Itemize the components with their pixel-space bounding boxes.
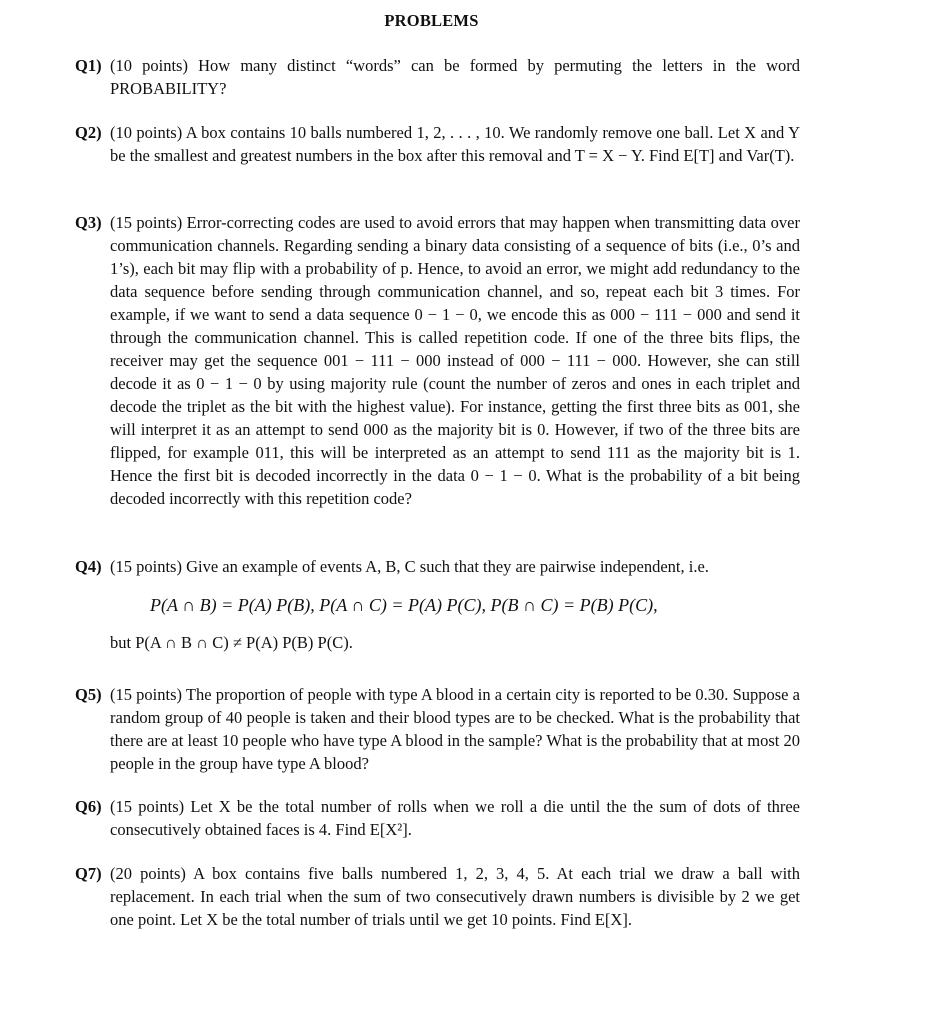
question-points: (10 points) xyxy=(110,56,188,75)
question-statement: Let X be the total number of rolls when we roll a die until the the sum of dots of three consecutively obtained faces is 4. Find E[X²]. xyxy=(110,797,801,839)
question-points: (20 points) xyxy=(110,864,186,883)
question-points: (10 points) xyxy=(110,123,183,142)
question-points: (15 points) xyxy=(110,685,183,704)
question-statement: The proportion of people with type A blood in a certain city is reported to be 0.30. Suppose a random group of 40 people is taken and their blood types are to be checked. What is the probability that there are at least 10 people who have type A blood in the sample? What is the probability that at most 20 people in the group have type A blood? xyxy=(110,685,800,773)
question-3 xyxy=(75,211,800,510)
question-1 xyxy=(75,54,800,100)
question-text xyxy=(110,54,800,100)
question-number: Q7) xyxy=(75,864,102,883)
question-number: Q6) xyxy=(75,797,102,816)
question-text xyxy=(110,555,800,578)
question-statement: Give an example of events A, B, C such that they are pairwise independent, i.e. xyxy=(186,557,709,576)
question-text xyxy=(110,211,800,510)
question-7 xyxy=(75,862,800,931)
question-continuation: but P(A ∩ B ∩ C) ≠ P(A) P(B) P(C). xyxy=(110,633,353,652)
question-text xyxy=(110,683,800,775)
question-text xyxy=(110,121,800,167)
question-5 xyxy=(75,683,800,775)
question-statement: A box contains 10 balls numbered 1, 2, . . . , 10. We randomly remove one ball. Let X and Y be the smallest and greatest numbers in the box after this removal and T = X − Y. Find E[T] and Var(T). xyxy=(110,123,801,165)
question-2 xyxy=(75,121,800,167)
question-statement: How many distinct “words” can be formed by permuting the letters in the word PROBABILITY? xyxy=(110,56,800,98)
question-text xyxy=(110,795,800,841)
question-number: Q4) xyxy=(75,557,102,576)
question-statement: A box contains five balls numbered 1, 2, 3, 4, 5. At each trial we draw a ball with replacement. In each trial when the sum of two consecutively drawn numbers is divisible by 2 we get one point. Let X be the total number of trials until we get 10 points. Find E[X]. xyxy=(110,864,800,929)
question-6 xyxy=(75,795,800,841)
page-title: PROBLEMS xyxy=(384,11,479,30)
question-4 xyxy=(75,555,800,654)
question-points: (15 points) xyxy=(110,213,183,232)
question-number: Q5) xyxy=(75,685,102,704)
question-number: Q3) xyxy=(75,213,102,232)
question-points: (15 points) xyxy=(110,557,182,576)
question-points: (15 points) xyxy=(110,797,185,816)
question-statement: Error-correcting codes are used to avoid errors that may happen when transmitting data over communication channels. Regarding sending a binary data consisting of a sequence of bits (i.e., 0’s and 1’s), each bit may flip with a probability of p. Hence, to avoid an error, we might add redundancy to the data sequence before sending through communication channel, and so, repeat each bit 3 times. For example, if we want to send a data sequence 0 − 1 − 0, we encode this as 000 − 111 − 000 and send it through the communication channel. This is called repetition code. If one of the three bits flips, the receiver may get the sequence 001 − 111 − 000 instead of 000 − 111 − 000. However, she can still decode it as 0 − 1 − 0 by using majority rule (count the number of zeros and ones in each triplet and decode the triplet as the bit with the highest value). For instance, getting the first three bits as 001, she will interpret it as an attempt to send 000 as the majority bit is 0. However, if two of the three bits are flipped, for example 011, this will be interpreted as an attempt to send 111 as the majority bit is 1. Hence the first bit is decoded incorrectly in the data 0 − 1 − 0. What is the probability of a bit being decoded incorrectly with this repetition code? xyxy=(110,213,800,508)
question-number: Q1) xyxy=(75,56,102,75)
question-number: Q2) xyxy=(75,123,102,142)
question-text xyxy=(110,862,800,931)
display-equation: P(A ∩ B) = P(A) P(B), P(A ∩ C) = P(A) P(C), P(B ∩ C) = P(B) P(C), xyxy=(150,595,658,615)
